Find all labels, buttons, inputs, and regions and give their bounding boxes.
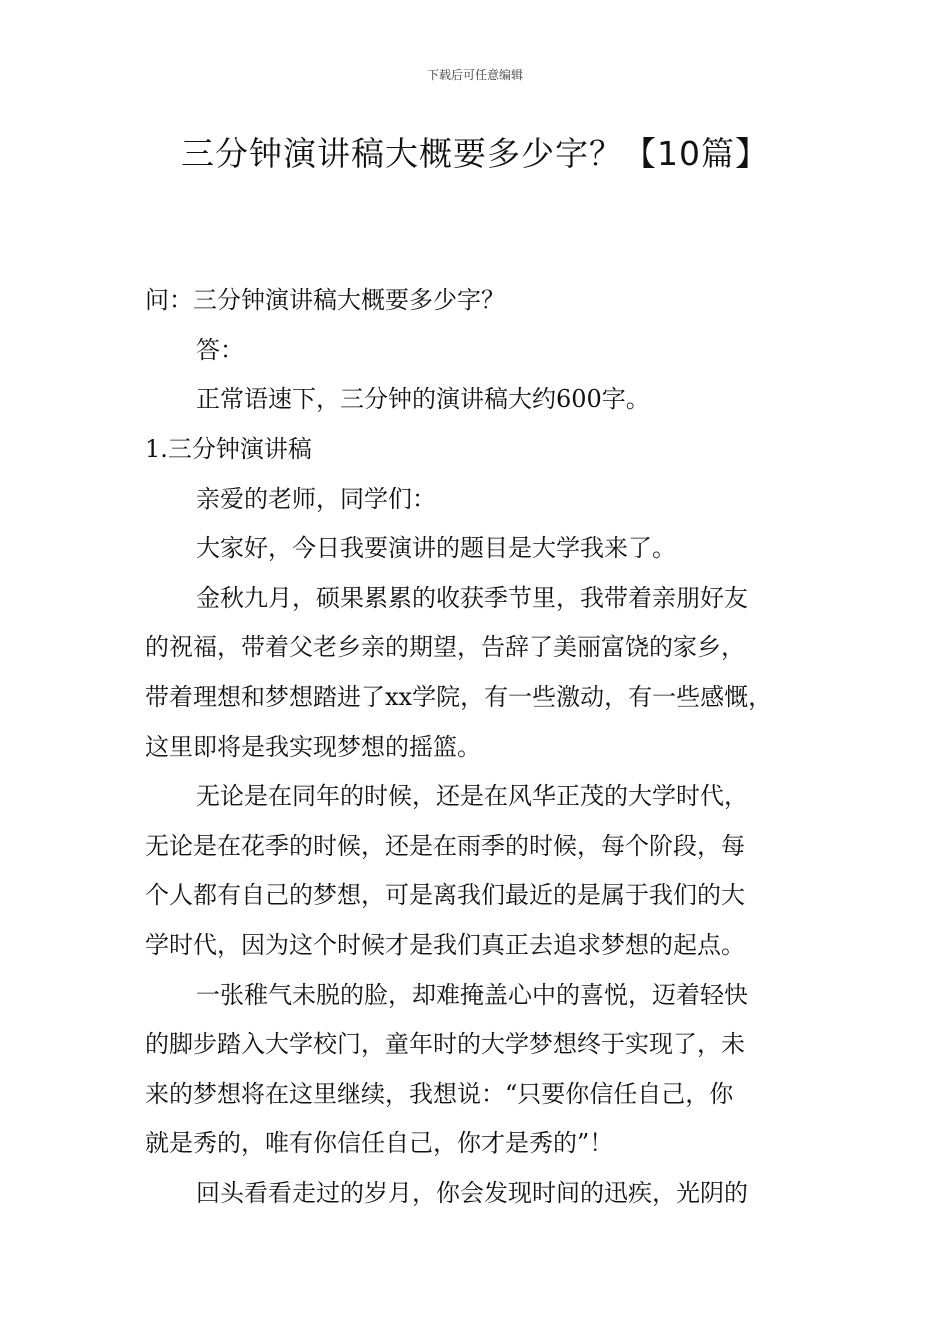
paragraph-line: 就是秀的，唯有你信任自己，你才是秀的”！ (145, 1129, 614, 1157)
paragraph-line: 的脚步踏入大学校门，童年时的大学梦想终于实现了，未 (145, 1030, 745, 1058)
paragraph-line: 这里即将是我实现梦想的摇篮。 (145, 733, 481, 761)
paragraph-line: 无论是在同年的时候，还是在风华正茂的大学时代， (196, 782, 748, 810)
paragraph-line: 一张稚气未脱的脸，却难掩盖心中的喜悦，迈着轻快 (196, 981, 748, 1009)
paragraph-line: 金秋九月，硕果累累的收获季节里，我带着亲朋好友 (196, 584, 748, 612)
header-note: 下载后可任意编辑 (426, 68, 523, 82)
question-line: 问：三分钟演讲稿大概要多少字？ (145, 286, 505, 314)
paragraph-line: 学时代，因为这个时候才是我们真正去追求梦想的起点。 (145, 931, 745, 959)
paragraph-line: 回头看看走过的岁月，你会发现时间的迅疾，光阴的 (196, 1179, 748, 1207)
answer-label: 答： (196, 336, 244, 364)
paragraph-line: 个人都有自己的梦想，可是离我们最近的是属于我们的大 (145, 881, 745, 909)
answer-text: 正常语速下，三分钟的演讲稿大约600字。 (196, 385, 650, 413)
greeting-line: 大家好，今日我要演讲的题目是大学我来了。 (196, 534, 676, 562)
salutation: 亲爱的老师，同学们： (196, 485, 436, 513)
document-title: 三分钟演讲稿大概要多少字？【10篇】 (181, 134, 769, 173)
paragraph-line: 带着理想和梦想踏进了xx学院，有一些激动，有一些感慨， (145, 683, 773, 711)
section-heading: 1.三分钟演讲稿 (145, 435, 312, 463)
paragraph-line: 无论是在花季的时候，还是在雨季的时候，每个阶段，每 (145, 832, 745, 860)
paragraph-line: 来的梦想将在这里继续，我想说：“只要你信任自己，你 (145, 1080, 734, 1108)
paragraph-line: 的祝福，带着父老乡亲的期望，告辞了美丽富饶的家乡， (145, 633, 745, 661)
